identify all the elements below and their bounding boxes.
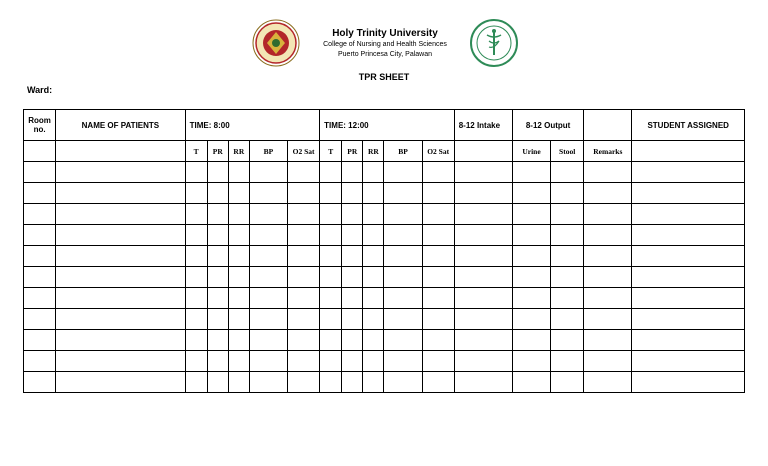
entry-cell[interactable] [249, 330, 287, 351]
entry-cell[interactable] [422, 330, 454, 351]
entry-cell[interactable] [384, 225, 422, 246]
entry-cell[interactable] [288, 309, 320, 330]
entry-cell[interactable] [584, 183, 632, 204]
entry-cell[interactable] [24, 162, 56, 183]
pulse-subheader: PR [342, 141, 363, 162]
entry-cell[interactable] [207, 330, 228, 351]
sheet-title: TPR SHEET [358, 72, 410, 82]
ward-label: Ward: [27, 85, 53, 95]
entry-cell[interactable] [584, 246, 632, 267]
college-name: College of Nursing and Health Sciences [323, 41, 447, 48]
stool-subheader: Stool [551, 141, 584, 162]
entry-cell[interactable] [363, 330, 384, 351]
entry-cell[interactable] [454, 246, 512, 267]
entry-cell[interactable] [384, 204, 422, 225]
entry-cell[interactable] [512, 162, 550, 183]
table-row [24, 372, 745, 393]
entry-cell[interactable] [24, 372, 56, 393]
entry-cell[interactable] [363, 162, 384, 183]
entry-cell[interactable] [24, 183, 56, 204]
entry-cell[interactable] [584, 309, 632, 330]
entry-cell[interactable] [363, 309, 384, 330]
entry-cell[interactable] [384, 309, 422, 330]
entry-cell[interactable] [56, 267, 186, 288]
entry-cell[interactable] [454, 288, 512, 309]
temp-subheader: T [320, 141, 342, 162]
entry-cell[interactable] [249, 225, 287, 246]
university-name: Holy Trinity University [332, 28, 438, 39]
resp-subheader: RR [363, 141, 384, 162]
entry-cell[interactable] [363, 267, 384, 288]
entry-cell[interactable] [584, 330, 632, 351]
entry-cell[interactable] [551, 246, 584, 267]
entry-cell[interactable] [512, 225, 550, 246]
entry-cell[interactable] [632, 183, 745, 204]
time-12-header: TIME: 12:00 [320, 110, 455, 141]
entry-cell[interactable] [249, 288, 287, 309]
entry-cell[interactable] [342, 288, 363, 309]
entry-cell[interactable] [228, 246, 249, 267]
entry-cell[interactable] [551, 288, 584, 309]
entry-cell[interactable] [512, 288, 550, 309]
bp-subheader: BP [384, 141, 422, 162]
subheader-blank [632, 141, 745, 162]
patient-name-header: NAME OF PATIENTS [56, 110, 186, 141]
entry-cell[interactable] [454, 351, 512, 372]
entry-cell[interactable] [288, 288, 320, 309]
entry-cell[interactable] [207, 162, 228, 183]
entry-cell[interactable] [228, 330, 249, 351]
entry-cell[interactable] [207, 372, 228, 393]
remarks-subheader: Remarks [584, 141, 632, 162]
entry-cell[interactable] [363, 372, 384, 393]
entry-cell[interactable] [422, 288, 454, 309]
entry-cell[interactable] [632, 288, 745, 309]
entry-cell[interactable] [185, 204, 207, 225]
entry-cell[interactable] [207, 288, 228, 309]
entry-cell[interactable] [342, 330, 363, 351]
entry-cell[interactable] [584, 162, 632, 183]
entry-cell[interactable] [207, 204, 228, 225]
entry-cell[interactable] [56, 372, 186, 393]
table-row [24, 246, 745, 267]
entry-cell[interactable] [320, 204, 342, 225]
room-no-header: Room no. [24, 110, 56, 141]
entry-cell[interactable] [228, 225, 249, 246]
entry-cell[interactable] [288, 246, 320, 267]
entry-cell[interactable] [320, 183, 342, 204]
entry-cell[interactable] [249, 246, 287, 267]
entry-cell[interactable] [551, 225, 584, 246]
table-row [24, 183, 745, 204]
entry-cell[interactable] [363, 288, 384, 309]
entry-cell[interactable] [228, 204, 249, 225]
entry-cell[interactable] [56, 204, 186, 225]
entry-cell[interactable] [342, 162, 363, 183]
entry-cell[interactable] [454, 267, 512, 288]
entry-cell[interactable] [454, 162, 512, 183]
entry-cell[interactable] [384, 162, 422, 183]
entry-cell[interactable] [551, 204, 584, 225]
entry-cell[interactable] [185, 351, 207, 372]
table-row [24, 267, 745, 288]
entry-cell[interactable] [454, 372, 512, 393]
entry-cell[interactable] [288, 162, 320, 183]
entry-cell[interactable] [56, 351, 186, 372]
entry-cell[interactable] [249, 204, 287, 225]
subheader-blank [56, 141, 186, 162]
pulse-subheader: PR [207, 141, 228, 162]
entry-cell[interactable] [56, 183, 186, 204]
entry-cell[interactable] [24, 351, 56, 372]
entry-cell[interactable] [422, 246, 454, 267]
entry-cell[interactable] [551, 309, 584, 330]
entry-cell[interactable] [185, 267, 207, 288]
entry-cell[interactable] [454, 204, 512, 225]
entry-cell[interactable] [288, 330, 320, 351]
entry-cell[interactable] [363, 351, 384, 372]
entry-cell[interactable] [207, 225, 228, 246]
entry-cell[interactable] [320, 162, 342, 183]
entry-cell[interactable] [454, 309, 512, 330]
entry-cell[interactable] [320, 330, 342, 351]
table-body [24, 162, 745, 393]
subheader-blank [24, 141, 56, 162]
output-header: 8-12 Output [512, 110, 583, 141]
entry-cell[interactable] [342, 267, 363, 288]
entry-cell[interactable] [422, 351, 454, 372]
entry-cell[interactable] [320, 225, 342, 246]
entry-cell[interactable] [342, 204, 363, 225]
entry-cell[interactable] [249, 372, 287, 393]
entry-cell[interactable] [320, 351, 342, 372]
entry-cell[interactable] [584, 267, 632, 288]
entry-cell[interactable] [249, 183, 287, 204]
entry-cell[interactable] [584, 351, 632, 372]
entry-cell[interactable] [512, 246, 550, 267]
entry-cell[interactable] [24, 204, 56, 225]
entry-cell[interactable] [363, 183, 384, 204]
entry-cell[interactable] [342, 183, 363, 204]
o2-sat-subheader: O2 Sat [422, 141, 454, 162]
entry-cell[interactable] [551, 372, 584, 393]
entry-cell[interactable] [384, 330, 422, 351]
entry-cell[interactable] [512, 330, 550, 351]
entry-cell[interactable] [342, 225, 363, 246]
table-subheader-row [24, 141, 745, 162]
student-assigned-header: STUDENT ASSIGNED [632, 110, 745, 141]
entry-cell[interactable] [320, 372, 342, 393]
university-header [300, 28, 470, 60]
entry-cell[interactable] [320, 309, 342, 330]
entry-cell[interactable] [632, 351, 745, 372]
entry-cell[interactable] [185, 330, 207, 351]
entry-cell[interactable] [551, 183, 584, 204]
remarks-header-blank [584, 110, 632, 141]
time-8-header: TIME: 8:00 [185, 110, 320, 141]
entry-cell[interactable] [384, 372, 422, 393]
entry-cell[interactable] [56, 288, 186, 309]
entry-cell[interactable] [551, 162, 584, 183]
entry-cell[interactable] [207, 309, 228, 330]
entry-cell[interactable] [228, 267, 249, 288]
entry-cell[interactable] [422, 204, 454, 225]
entry-cell[interactable] [422, 309, 454, 330]
entry-cell[interactable] [342, 309, 363, 330]
entry-cell[interactable] [342, 372, 363, 393]
nursing-college-seal-icon [470, 19, 518, 67]
entry-cell[interactable] [24, 330, 56, 351]
entry-cell[interactable] [288, 183, 320, 204]
entry-cell[interactable] [288, 225, 320, 246]
entry-cell[interactable] [320, 288, 342, 309]
entry-cell[interactable] [185, 162, 207, 183]
table-row [24, 309, 745, 330]
entry-cell[interactable] [288, 372, 320, 393]
table-row [24, 162, 745, 183]
entry-cell[interactable] [422, 162, 454, 183]
entry-cell[interactable] [363, 204, 384, 225]
entry-cell[interactable] [24, 225, 56, 246]
entry-cell[interactable] [207, 183, 228, 204]
table-row [24, 330, 745, 351]
entry-cell[interactable] [632, 162, 745, 183]
entry-cell[interactable] [384, 183, 422, 204]
entry-cell[interactable] [249, 309, 287, 330]
entry-cell[interactable] [185, 225, 207, 246]
table-header-row [24, 110, 745, 141]
table-row [24, 288, 745, 309]
entry-cell[interactable] [288, 351, 320, 372]
entry-cell[interactable] [228, 183, 249, 204]
entry-cell[interactable] [207, 267, 228, 288]
entry-cell[interactable] [185, 246, 207, 267]
entry-cell[interactable] [384, 246, 422, 267]
entry-cell[interactable] [584, 288, 632, 309]
entry-cell[interactable] [454, 330, 512, 351]
table-row [24, 225, 745, 246]
entry-cell[interactable] [207, 351, 228, 372]
entry-cell[interactable] [56, 330, 186, 351]
entry-cell[interactable] [342, 351, 363, 372]
entry-cell[interactable] [551, 267, 584, 288]
entry-cell[interactable] [228, 351, 249, 372]
entry-cell[interactable] [512, 183, 550, 204]
holy-trinity-seal-icon [252, 19, 300, 67]
entry-cell[interactable] [551, 330, 584, 351]
table-row [24, 204, 745, 225]
entry-cell[interactable] [24, 267, 56, 288]
entry-cell[interactable] [342, 246, 363, 267]
o2-sat-subheader: O2 Sat [288, 141, 320, 162]
entry-cell[interactable] [363, 246, 384, 267]
entry-cell[interactable] [632, 309, 745, 330]
entry-cell[interactable] [24, 288, 56, 309]
entry-cell[interactable] [207, 246, 228, 267]
entry-cell[interactable] [320, 246, 342, 267]
entry-cell[interactable] [454, 225, 512, 246]
tpr-table [23, 109, 745, 393]
entry-cell[interactable] [422, 372, 454, 393]
entry-cell[interactable] [185, 372, 207, 393]
entry-cell[interactable] [632, 204, 745, 225]
entry-cell[interactable] [632, 246, 745, 267]
entry-cell[interactable] [228, 372, 249, 393]
subheader-blank [454, 141, 512, 162]
entry-cell[interactable] [384, 288, 422, 309]
entry-cell[interactable] [56, 246, 186, 267]
resp-subheader: RR [228, 141, 249, 162]
entry-cell[interactable] [249, 162, 287, 183]
entry-cell[interactable] [363, 225, 384, 246]
entry-cell[interactable] [422, 225, 454, 246]
entry-cell[interactable] [384, 351, 422, 372]
entry-cell[interactable] [512, 372, 550, 393]
entry-cell[interactable] [512, 309, 550, 330]
entry-cell[interactable] [288, 267, 320, 288]
entry-cell[interactable] [228, 309, 249, 330]
entry-cell[interactable] [24, 246, 56, 267]
entry-cell[interactable] [185, 309, 207, 330]
entry-cell[interactable] [185, 288, 207, 309]
urine-subheader: Urine [512, 141, 550, 162]
entry-cell[interactable] [24, 309, 56, 330]
entry-cell[interactable] [228, 162, 249, 183]
entry-cell[interactable] [551, 351, 584, 372]
entry-cell[interactable] [512, 351, 550, 372]
entry-cell[interactable] [249, 351, 287, 372]
entry-cell[interactable] [185, 183, 207, 204]
entry-cell[interactable] [56, 309, 186, 330]
entry-cell[interactable] [584, 204, 632, 225]
entry-cell[interactable] [584, 372, 632, 393]
temp-subheader: T [185, 141, 207, 162]
bp-subheader: BP [249, 141, 287, 162]
entry-cell[interactable] [422, 183, 454, 204]
entry-cell[interactable] [422, 267, 454, 288]
intake-header: 8-12 Intake [454, 110, 512, 141]
entry-cell[interactable] [288, 204, 320, 225]
entry-cell[interactable] [632, 267, 745, 288]
entry-cell[interactable] [384, 267, 422, 288]
entry-cell[interactable] [320, 267, 342, 288]
entry-cell[interactable] [632, 225, 745, 246]
entry-cell[interactable] [584, 225, 632, 246]
entry-cell[interactable] [56, 162, 186, 183]
entry-cell[interactable] [56, 225, 186, 246]
entry-cell[interactable] [512, 204, 550, 225]
entry-cell[interactable] [632, 372, 745, 393]
entry-cell[interactable] [454, 183, 512, 204]
table-row [24, 351, 745, 372]
entry-cell[interactable] [249, 267, 287, 288]
entry-cell[interactable] [512, 267, 550, 288]
university-location: Puerto Princesa City, Palawan [337, 51, 433, 58]
entry-cell[interactable] [632, 330, 745, 351]
entry-cell[interactable] [228, 288, 249, 309]
